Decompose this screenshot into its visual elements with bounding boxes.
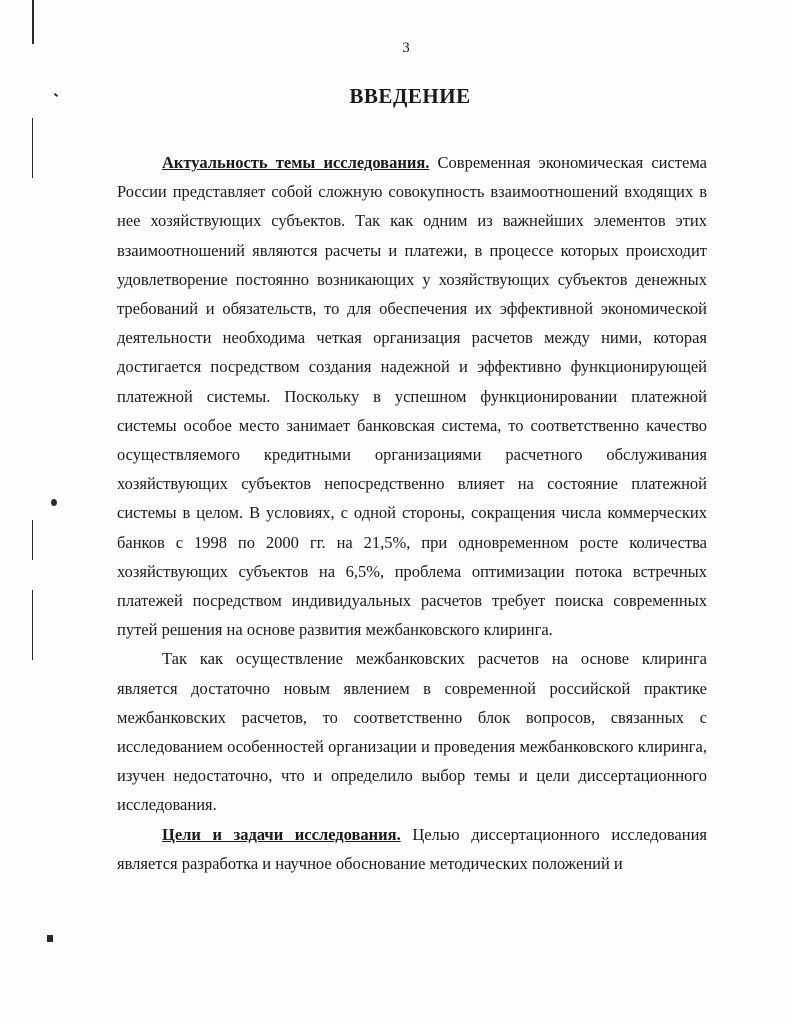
paragraph-text-goals: Целью диссертационного исследования является разработка и научное обоснование методических положений и bbox=[117, 824, 707, 873]
page-number: 3 bbox=[402, 40, 410, 56]
scan-edge-line-lower bbox=[32, 590, 33, 660]
paragraph-text-relevance: Современная экономическая система России представляет собой сложную совокупность взаимоотношений входящих в нее хозяйствующих субъектов. Так как одним из важнейших элементов этих взаимоотношений являются расчеты и платежи, в процессе которых происходит удовлетворение постоянно возникающих у хозяйствующих субъектов денежных требований и обязательств, то для обеспечения их эффективной экономической деятельности необходима четкая организация расчетов между ними, которая достигается посредством создания надежной и эффективно функционирующей платежной системы. Поскольку в успешном функционировании платежной системы особое место занимает банковская система, то соответственно качество осуществляемого кредитными организациями расчетного обслуживания хозяйствующих субъектов непосредственно влияет на состояние платежной системы в целом. В условиях, с одной стороны, сокращения числа коммерческих банков с 1998 по 2000 гг. на 21,5%, при одновременном росте количества хозяйствующих субъектов на 6,5%, проблема оптимизации потока встречных платежей посредством индивидуальных расчетов требует поиска современных путей решения на основе развития межбанковского клиринга. bbox=[117, 153, 707, 640]
paragraph-lead-goals: Цели и задачи исследования. bbox=[162, 824, 401, 844]
paragraph-relevance bbox=[117, 148, 707, 644]
scan-edge-line-upper bbox=[32, 118, 33, 178]
scan-dot bbox=[51, 499, 57, 506]
body-text bbox=[117, 148, 707, 878]
scan-edge-line-middle bbox=[32, 520, 33, 560]
section-title: ВВЕДЕНИЕ bbox=[349, 84, 471, 108]
paragraph-clearing bbox=[117, 644, 707, 819]
paragraph-goals bbox=[117, 820, 707, 878]
scan-edge-line-top bbox=[32, 0, 34, 44]
paragraph-lead-relevance: Актуальность темы исследования. bbox=[162, 153, 430, 172]
scan-dot-bottom bbox=[47, 935, 53, 942]
paragraph-text-clearing: Так как осуществление межбанковских расчетов на основе клиринга является достаточно новым явлением в современной российской практике межбанковских расчетов, то соответственно блок вопросов, связанных с исследованием особенностей организации и проведения межбанковского клиринга, изучен недостаточно, что и определило выбор темы и цели диссертационного исследования. bbox=[117, 649, 707, 815]
